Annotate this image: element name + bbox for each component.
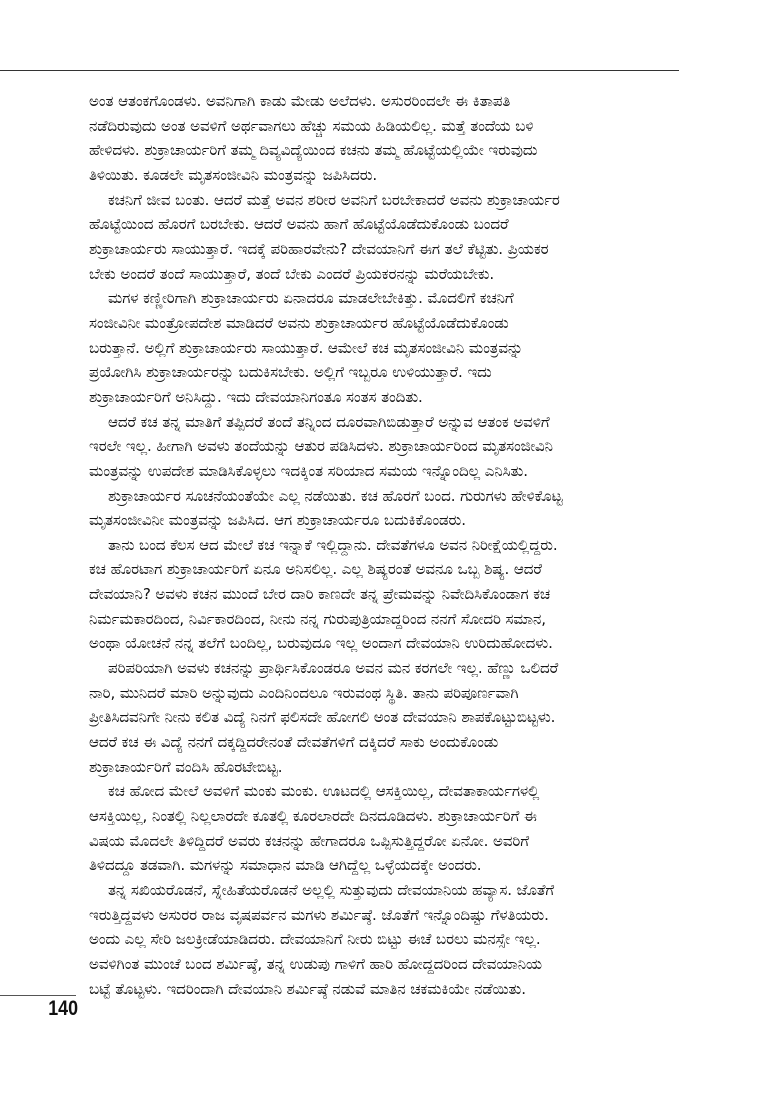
- text-line: ಬೇಕು ಅಂದರೆ ತಂದೆ ಸಾಯುತ್ತಾರೆ, ತಂದೆ ಬೇಕು ಎಂದರೆ ಪ್ರಿಯಕರನನ್ನು ಮರೆಯಬೇಕು.: [89, 264, 495, 283]
- text-line: ನಡೆದಿರುವುದು ಅಂತ ಅವಳಿಗೆ ಅರ್ಥವಾಗಲು ಹೆಚ್ಚು ಸಮಯ ಹಿಡಿಯಲಿಲ್ಲ. ಮತ್ತೆ ತಂದೆಯ ಬಳಿ: [89, 116, 534, 135]
- text-line: ಬಟ್ಟೆ ತೊಟ್ಟಳು. ಇದರಿಂದಾಗಿ ದೇವಯಾನಿ ಶರ್ಮಿಷ್ಠೆ ನಡುವೆ ಮಾತಿನ ಚಕಮಕಿಯೇ ನಡೆಯಿತು.: [89, 979, 526, 998]
- text-line: ಕಚ ಹೊರಟಾಗ ಶುಕ್ರಾಚಾರ್ಯರಿಗೆ ಏನೂ ಅನಿಸಲಿಲ್ಲ. ಎಲ್ಲ ಶಿಷ್ಯರಂತೆ ಅವನೂ ಒಬ್ಬ ಶಿಷ್ಯ. ಆದರೆ: [89, 560, 542, 579]
- text-line: ಅಂತ ಆತಂಕಗೊಂಡಳು. ಅವನಿಗಾಗಿ ಕಾಡು ಮೇಡು ಅಲೆದಳು. ಅಸುರರಿಂದಲೇ ಈ ಕಿತಾಪತಿ: [89, 92, 511, 110]
- text-line: ಶುಕ್ರಾಚಾರ್ಯರು ಸಾಯುತ್ತಾರೆ. ಇದಕ್ಕೆ ಪರಿಹಾರವೇನು? ದೇವಯಾನಿಗೆ ಈಗ ತಲೆ ಕೆಟ್ಟಿತು. ಪ್ರಿಯಕರ: [89, 239, 549, 258]
- text-line: ಆದರೆ ಕಚ ಈ ವಿದ್ಯೆ ನನಗೆ ದಕ್ಕದ್ದಿದರೇನಂತೆ ದೇವತೆಗಳಿಗೆ ದಕ್ಕಿದರೆ ಸಾಕು ಅಂದುಕೊಂಡು: [89, 733, 499, 752]
- text-line: ದೇವಯಾನಿ? ಅವಳು ಕಚನ ಮುಂದೆ ಬೇರ ದಾರಿ ಕಾಣದೇ ತನ್ನ ಪ್ರೇಮವನ್ನು ನಿವೇದಿಸಿಕೊಂಡಾಗ ಕಚ: [89, 585, 551, 604]
- text-line: ಶುಕ್ರಾಚಾರ್ಯರಿಗೆ ವಂದಿಸಿ ಹೊರಟೇಬಿಟ್ಟ.: [89, 757, 283, 776]
- text-line: ಹೇಳಿದಳು. ಶುಕ್ರಾಚಾರ್ಯರಿಗೆ ತಮ್ಮ ದಿವ್ಯವಿದ್ಯೆಯಿಂದ ಕಚನು ತಮ್ಮ ಹೊಟ್ಟೆಯಲ್ಲಿಯೇ ಇರುವುದು: [89, 141, 538, 160]
- text-line: ಮಂತ್ರವನ್ನು ಉಪದೇಶ ಮಾಡಿಸಿಕೊಳ್ಳಲು ಇದಕ್ಕಿಂತ ಸರಿಯಾದ ಸಮಯ ಇನ್ನೊಂದಿಲ್ಲ ಎನಿಸಿತು.: [89, 461, 528, 480]
- text-line: ಪ್ರೀತಿಸಿದವನಿಗೇ ನೀನು ಕಲಿತ ವಿದ್ಯೆ ನಿನಗೆ ಫಲಿಸದೇ ಹೋಗಲಿ ಅಂತ ದೇವಯಾನಿ ಶಾಪಕೊಟ್ಟುಬಿಟ್ಟಳು.: [89, 708, 556, 727]
- text-line: ಅಂದು ಎಲ್ಲ ಸೇರಿ ಜಲಕ್ರೀಡೆಯಾಡಿದರು. ದೇವಯಾನಿಗೆ ನೀರು ಬಿಟ್ಟು ಈಚೆ ಬರಲು ಮನಸ್ಸೇ ಇಲ್ಲ.: [89, 930, 541, 949]
- text-line: ಪ್ರಯೋಗಿಸಿ ಶುಕ್ರಾಚಾರ್ಯರನ್ನು ಬದುಕಿಸಬೇಕು. ಅಲ್ಲಿಗೆ ಇಬ್ಬರೂ ಉಳಿಯುತ್ತಾರೆ. ಇದು: [89, 363, 492, 382]
- paragraph-first-line: ಆದರೆ ಕಚ ತನ್ನ ಮಾತಿಗೆ ತಪ್ಪಿದರೆ ತಂದೆ ತನ್ನಿಂದ ದೂರವಾಗಿಬಿಡುತ್ತಾರೆ ಅನ್ನುವ ಆತಂಕ ಅವಳಿಗೆ: [108, 412, 550, 431]
- text-line: ಆಸಕ್ತಿಯಿಲ್ಲ, ನಿಂತಲ್ಲಿ ನಿಲ್ಲಲಾರದೇ ಕೂತಲ್ಲಿ ಕೂರಲಾರದೇ ದಿನದೂಡಿದಳು. ಶುಕ್ರಾಚಾರ್ಯರಿಗೆ ಈ: [89, 807, 537, 826]
- page-number: 140: [48, 997, 78, 1020]
- text-line: ಅಂಥಾ ಯೋಚನೆ ನನ್ನ ತಲೆಗೆ ಬಂದಿಲ್ಲ, ಬರುವುದೂ ಇಲ್ಲ ಅಂದಾಗ ದೇವಯಾನಿ ಉರಿದುಹೋದಳು.: [89, 634, 553, 653]
- paragraph-first-line: ತನ್ನ ಸಖಿಯರೊಡನೆ, ಸ್ನೇಹಿತೆಯರೊಡನೆ ಅಲ್ಲಲ್ಲಿ ಸುತ್ತುವುದು ದೇವಯಾನಿಯ ಹವ್ಯಾಸ. ಜೊತೆಗೆ: [108, 881, 555, 899]
- header-rule: [0, 70, 679, 71]
- paragraph-first-line: ಶುಕ್ರಾಚಾರ್ಯರ ಸೂಚನೆಯಂತೆಯೇ ಎಲ್ಲ ನಡೆಯಿತು. ಕಚ ಹೊರಗೆ ಬಂದ. ಗುರುಗಳು ಹೇಳಿಕೊಟ್ಟ: [108, 486, 563, 505]
- paragraph-first-line: ತಾನು ಬಂದ ಕೆಲಸ ಆದ ಮೇಲೆ ಕಚ ಇನ್ನಾಕೆ ಇಲ್ಲಿದ್ದಾನು. ದೇವತೆಗಳೂ ಅವನ ನಿರೀಕ್ಷೆಯಲ್ಲಿದ್ದರು.: [108, 535, 558, 554]
- text-line: ಇರಲೇ ಇಲ್ಲ. ಹೀಗಾಗಿ ಅವಳು ತಂದೆಯನ್ನು ಆತುರ ಪಡಿಸಿದಳು. ಶುಕ್ರಾಚಾರ್ಯರಿಂದ ಮೃತಸಂಜೀವಿನಿ: [89, 437, 553, 456]
- paragraph-first-line: ಪರಿಪರಿಯಾಗಿ ಅವಳು ಕಚನನ್ನು ಪ್ರಾರ್ಥಿಸಿಕೊಂಡರೂ ಅವನ ಮನ ಕರಗಲೇ ಇಲ್ಲ. ಹೆಣ್ಣು ಒಲಿದರೆ: [108, 659, 559, 678]
- text-line: ಸಂಜೀವಿನೀ ಮಂತ್ರೋಪದೇಶ ಮಾಡಿದರೆ ಅವನು ಶುಕ್ರಾಚಾರ್ಯರ ಹೊಟ್ಟೆಯೊಡೆದುಕೊಂಡು: [89, 313, 509, 332]
- text-line: ಬರುತ್ತಾನೆ. ಅಲ್ಲಿಗೆ ಶುಕ್ರಾಚಾರ್ಯರು ಸಾಯುತ್ತಾರೆ. ಆಮೇಲೆ ಕಚ ಮೃತಸಂಜೀವಿನಿ ಮಂತ್ರವನ್ನು: [89, 338, 524, 357]
- text-line: ಶುಕ್ರಾಚಾರ್ಯರಿಗೆ ಅನಿಸಿದ್ದು. ಇದು ದೇವಯಾನಿಗಂತೂ ಸಂತಸ ತಂದಿತು.: [89, 387, 423, 406]
- text-line: ತಿಳಿಯಿತು. ಕೂಡಲೇ ಮೃತಸಂಜೀವಿನಿ ಮಂತ್ರವನ್ನು ಜಪಿಸಿದರು.: [89, 165, 378, 184]
- paragraph-first-line: ಕಚನಿಗೆ ಜೀವ ಬಂತು. ಆದರೆ ಮತ್ತೆ ಅವನ ಶರೀರ ಅವನಿಗೆ ಬರಬೇಕಾದರೆ ಅವನು ಶುಕ್ರಾಚಾರ್ಯರ: [108, 190, 560, 209]
- text-line: ಇರುತ್ತಿದ್ದವಳು ಅಸುರರ ರಾಜ ವೃಷಪರ್ವನ ಮಗಳು ಶರ್ಮಿಷ್ಠೆ. ಜೊತೆಗೆ ಇನ್ನೊಂದಿಷ್ಟು ಗೆಳತಿಯರು.: [89, 905, 549, 924]
- paragraph-first-line: ಮಗಳ ಕಣ್ಣೀರಿಗಾಗಿ ಶುಕ್ರಾಚಾರ್ಯರು ಏನಾದರೂ ಮಾಡಲೇಬೇಕಿತ್ತು. ಮೊದಲಿಗೆ ಕಚನಿಗೆ: [108, 289, 514, 308]
- text-line: ನಾರಿ, ಮುನಿದರೆ ಮಾರಿ ಅನ್ನುವುದು ಎಂದಿನಿಂದಲೂ ಇರುವಂಥ ಸ್ಥಿತಿ. ತಾನು ಪರಿಪೂರ್ಣವಾಗಿ: [89, 683, 519, 702]
- text-line: ನಿರ್ಮಮಕಾರದಿಂದ, ನಿರ್ವಿಕಾರದಿಂದ, ನೀನು ನನ್ನ ಗುರುಪುತ್ರಿಯಾದ್ದರಿಂದ ನನಗೆ ಸೋದರಿ ಸಮಾನ,: [89, 609, 546, 628]
- text-line: ಮೃತಸಂಜೀವಿನೀ ಮಂತ್ರವನ್ನು ಜಪಿಸಿದ. ಆಗ ಶುಕ್ರಾಚಾರ್ಯರೂ ಬದುಕಿಕೊಂಡರು.: [89, 511, 466, 530]
- text-line: ಅವಳಿಗಿಂತ ಮುಂಚೆ ಬಂದ ಶರ್ಮಿಷ್ಠೆ, ತನ್ನ ಉಡುಪು ಗಾಳಿಗೆ ಹಾರಿ ಹೋದ್ದದರಿಂದ ದೇವಯಾನಿಯ: [89, 954, 543, 973]
- paragraph-first-line: ಕಚ ಹೋದ ಮೇಲೆ ಅವಳಿಗೆ ಮಂಕು ಮಂಕು. ಊಟದಲ್ಲಿ ಆಸಕ್ತಿಯಿಲ್ಲ, ದೇವತಾಕಾರ್ಯಗಳಲ್ಲಿ: [108, 782, 540, 801]
- text-line: ವಿಷಯ ಮೊದಲೇ ತಿಳಿದ್ದಿದರೆ ಅವರು ಕಚನನ್ನು ಹೇಗಾದರೂ ಒಪ್ಪಿಸುತ್ತಿದ್ದರೋ ಏನೋ. ಅವರಿಗೆ: [89, 831, 529, 850]
- text-line: ಹೊಟ್ಟೆಯಿಂದ ಹೊರಗೆ ಬರಬೇಕು. ಆದರೆ ಅವನು ಹಾಗೆ ಹೊಟ್ಟೆಯೊಡೆದುಕೊಂಡು ಬಂದರೆ: [89, 215, 509, 234]
- body-text: [89, 89, 689, 1001]
- text-line: ತಿಳಿದದ್ದೂ ತಡವಾಗಿ. ಮಗಳನ್ನು ಸಮಾಧಾನ ಮಾಡಿ ಆಗಿದ್ದೆಲ್ಲ ಒಳ್ಳೆಯದಕ್ಕೇ ಅಂದರು.: [89, 856, 482, 875]
